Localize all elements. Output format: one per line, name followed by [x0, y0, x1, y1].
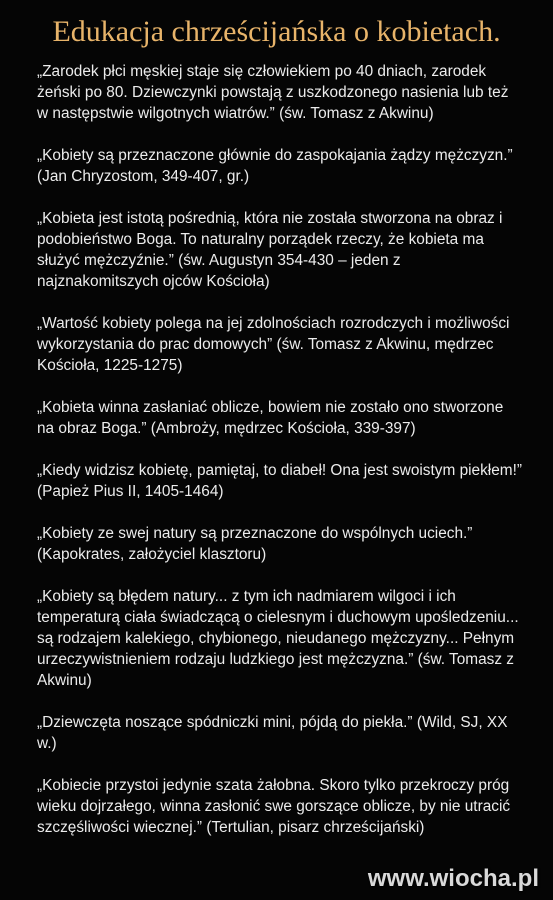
quote-item: „Kobiety są przeznaczone głównie do zaspokajania żądzy mężczyzn.” (Jan Chryzostom, 349-407, gr.)	[37, 147, 513, 185]
quote-item: „Dziewczęta noszące spódniczki mini, pójdą do piekła.” (Wild, SJ, XX w.)	[37, 714, 508, 752]
quote-item: „Kobiecie przystoi jedynie szata żałobna. Skoro tylko przekroczy próg wieku dojrzałego, winna zasłonić swe gorszące oblicze, by nie utracić szczęśliwości wiecznej.” (Tertulian, pisarz chrześcijański)	[37, 777, 511, 836]
quote-item: „Zarodek płci męskiej staje się człowiekiem po 40 dniach, zarodek żeński po 80. Dziewczynki powstają z uszkodzonego nasienia lub też w następstwie wilgotnych wiatrów.” (św. Tomasz z Akwinu)	[37, 63, 509, 122]
quote-item: „Kobiety ze swej natury są przeznaczone do wspólnych uciech.” (Kapokrates, założyciel klasztoru)	[37, 525, 473, 563]
quote-item: „Wartość kobiety polega na jej zdolnościach rozrodczych i możliwości wykorzystania do prac domowych” (św. Tomasz z Akwinu, mędrzec Kościoła, 1225-1275)	[37, 315, 510, 374]
quote-item: „Kobiety są błędem natury... z tym ich nadmiarem wilgoci i ich temperaturą ciała świadczącą o cielesnym i duchowym upośledzeniu... są rodzajem kalekiego, chybionego, nieudanego mężczyzny... Pełnym urzeczywistnieniem rodzaju ludzkiego jest mężczyzna.” (św. Tomasz z Akwinu)	[37, 588, 519, 689]
quote-list	[37, 61, 523, 838]
quote-item: „Kiedy widzisz kobietę, pamiętaj, to diabeł! Ona jest swoistym piekłem!” (Papież Pius II, 1405-1464)	[37, 462, 523, 500]
quote-item: „Kobieta winna zasłaniać oblicze, bowiem nie zostało ono stworzone na obraz Boga.” (Ambroży, mędrzec Kościoła, 339-397)	[37, 399, 504, 437]
site-watermark: www.wiocha.pl	[367, 865, 539, 892]
quote-item: „Kobieta jest istotą pośrednią, która nie została stworzona na obraz i podobieństwo Boga. To naturalny porządek rzeczy, że kobieta ma służyć mężczyźnie.” (św. Augustyn 354-430 – jeden z najznakomitszych ojców Kościoła)	[37, 210, 503, 290]
page-title: Edukacja chrześcijańska o kobietach.	[52, 15, 501, 48]
